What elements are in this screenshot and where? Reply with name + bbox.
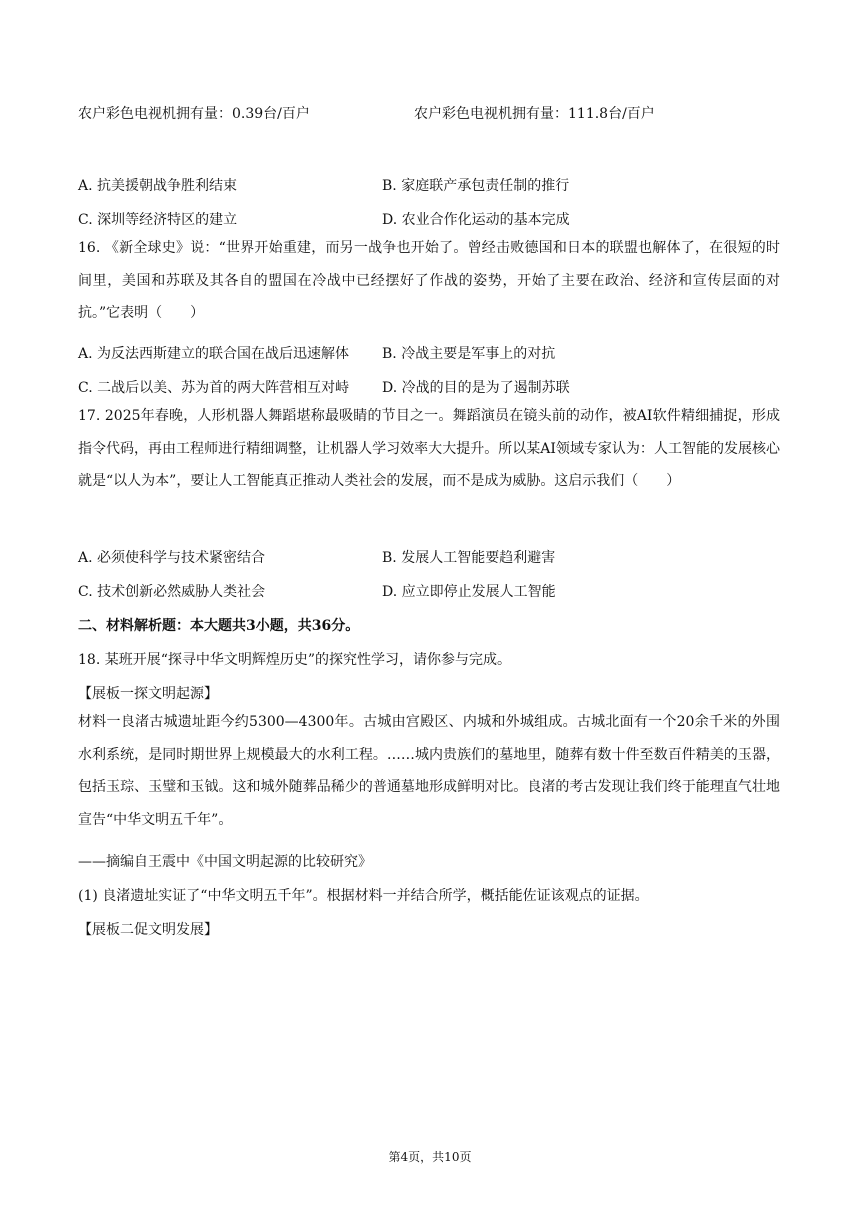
q15-option-b: B. 家庭联产承包责任制的推行 [382, 178, 570, 194]
q18-stem: 18. 某班开展“探寻中华文明辉煌历史”的探究性学习，请你参与完成。 [78, 652, 512, 668]
q17-option-c: C. 技术创新必然威胁人类社会 [78, 584, 266, 600]
q16-option-b: B. 冷战主要是军事上的对抗 [382, 346, 556, 362]
material-1: 材料一良渚古城遗址距今约5300—4300年。古城由宫殿区、内城和外城组成。古城北面有一个20余千米的外围水利系统，是同时期世界上规模最大的水利工程。……城内贵族们的墓地里，随葬有数十件至数百件精美的玉器，包括玉琮、玉璧和玉钺。这和城外随葬品稀少的普通墓地形成鲜明对比。良渚的考古发现让我们终于能理直气壮地宣告“中华文明五千年”。 [78, 714, 780, 828]
page-number: 第4页，共10页 [388, 1150, 472, 1164]
q15-option-a: A. 抗美援朝战争胜利结束 [78, 178, 238, 194]
section-2-heading: 二、材料解析题：本大题共3小题，共36分。 [78, 618, 360, 634]
q16-option-c: C. 二战后以美、苏为首的两大阵营相互对峙 [78, 380, 350, 396]
q16-option-a: A. 为反法西斯建立的联合国在战后迅速解体 [78, 346, 350, 362]
q16-option-d: D. 冷战的目的是为了遏制苏联 [382, 380, 570, 396]
q15-option-c: C. 深圳等经济特区的建立 [78, 212, 238, 228]
tv-stat-before: 农户彩色电视机拥有量：0.39台/百户 [78, 106, 310, 122]
q17-option-b: B. 发展人工智能要趋利避害 [382, 550, 556, 566]
q15-option-d: D. 农业合作化运动的基本完成 [382, 212, 570, 228]
panel-2-title: 【展板二促文明发展】 [78, 922, 218, 938]
tv-stat-after: 农户彩色电视机拥有量：111.8台/百户 [414, 106, 655, 122]
panel-1-title: 【展板一探文明起源】 [78, 686, 218, 702]
q18-sub-question-1: (1) 良渚遗址实证了“中华文明五千年”。根据材料一并结合所学，概括能佐证该观点的证据。 [78, 888, 649, 904]
q17-stem: 17. 2025年春晚，人形机器人舞蹈堪称最吸睛的节目之一。舞蹈演员在镜头前的动作，被AI软件精细捕捉，形成指令代码，再由工程师进行精细调整，让机器人学习效率大大提升。所以某AI领域专家认为：人工智能的发展核心就是“以人为本”，要让人工智能真正推动人类社会的发展，而不是成为威胁。这启示我们（ ） [78, 408, 780, 489]
q17-option-d: D. 应立即停止发展人工智能 [382, 584, 556, 600]
q16-stem: 16. 《新全球史》说：“世界开始重建，而另一战争也开始了。曾经击败德国和日本的联盟也解体了，在很短的时间里，美国和苏联及其各自的盟国在冷战中已经摆好了作战的姿势，开始了主要在政治、经济和宣传层面的对抗。”它表明（ ） [78, 240, 780, 321]
q17-option-a: A. 必须使科学与技术紧密结合 [78, 550, 266, 566]
material-source: ——摘编自王震中《中国文明起源的比较研究》 [78, 854, 372, 870]
